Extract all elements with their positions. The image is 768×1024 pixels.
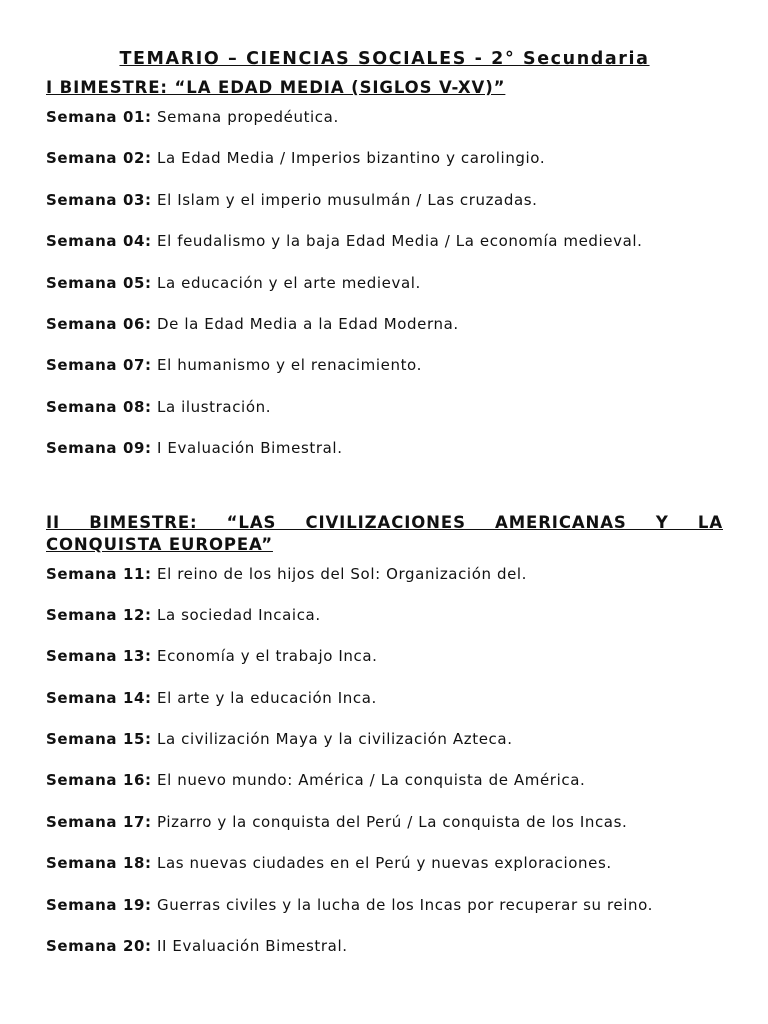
week-label: Semana 12: (46, 605, 152, 624)
week-row (46, 272, 723, 313)
week-label: Semana 06: (46, 314, 152, 333)
bimester-heading-2-continuation: CONQUISTA EUROPEA” (46, 534, 273, 554)
week-row (46, 811, 723, 852)
week-label: Semana 17: (46, 812, 152, 831)
week-topic: La educación y el arte medieval. (157, 273, 421, 292)
week-topic: La civilización Maya y la civilización Azteca. (157, 730, 513, 749)
week-row (46, 313, 723, 354)
week-topic: El feudalismo y la baja Edad Media / La economía medieval. (157, 232, 643, 251)
week-topic: La sociedad Incaica. (157, 605, 321, 624)
week-row (46, 604, 723, 645)
week-row (46, 354, 723, 395)
week-topic: El Islam y el imperio musulmán / Las cruzadas. (157, 190, 538, 209)
week-label: Semana 13: (46, 647, 152, 666)
week-topic: La ilustración. (157, 397, 272, 416)
week-label: Semana 05: (46, 273, 152, 292)
week-row (46, 645, 723, 686)
week-label: Semana 07: (46, 356, 152, 375)
week-label: Semana 01: (46, 108, 152, 126)
week-row (46, 894, 723, 935)
week-row (46, 230, 723, 271)
bimester-heading-1: I BIMESTRE: “LA EDAD MEDIA (SIGLOS V-XV)” (46, 78, 506, 97)
week-row (46, 106, 723, 147)
week-label: Semana 16: (46, 771, 152, 790)
week-row (46, 687, 723, 728)
week-row (46, 728, 723, 769)
week-row (46, 563, 723, 604)
week-label: Semana 03: (46, 190, 152, 209)
week-list-1 (46, 106, 723, 479)
week-topic: El humanismo y el renacimiento. (157, 356, 422, 375)
bimester-section-2 (46, 512, 723, 977)
week-row (46, 852, 723, 893)
week-label: Semana 20: (46, 937, 152, 956)
week-topic: El nuevo mundo: América / La conquista de América. (157, 771, 586, 790)
week-topic: Semana propedéutica. (157, 108, 339, 126)
week-row (46, 935, 723, 976)
week-list-2 (46, 563, 723, 977)
week-label: Semana 19: (46, 895, 152, 914)
week-topic: Pizarro y la conquista del Perú / La conquista de los Incas. (157, 812, 628, 831)
week-topic: I Evaluación Bimestral. (157, 439, 343, 458)
week-row (46, 769, 723, 810)
week-row (46, 189, 723, 230)
bimester-section-1 (46, 77, 723, 479)
week-label: Semana 02: (46, 149, 152, 168)
week-topic: Las nuevas ciudades en el Perú y nuevas exploraciones. (157, 854, 612, 873)
week-row (46, 437, 723, 478)
document-page (46, 49, 723, 976)
week-label: Semana 18: (46, 854, 152, 873)
week-topic: De la Edad Media a la Edad Moderna. (157, 314, 459, 333)
document-title: TEMARIO – CIENCIAS SOCIALES - 2° Secundaria (119, 49, 650, 69)
week-row (46, 396, 723, 437)
week-topic: La Edad Media / Imperios bizantino y carolingio. (157, 149, 546, 168)
week-topic: Economía y el trabajo Inca. (157, 647, 378, 666)
week-label: Semana 09: (46, 439, 152, 458)
week-label: Semana 11: (46, 564, 152, 583)
week-topic: El arte y la educación Inca. (157, 688, 377, 707)
week-row (46, 147, 723, 188)
week-label: Semana 14: (46, 688, 152, 707)
week-label: Semana 08: (46, 397, 152, 416)
week-topic: Guerras civiles y la lucha de los Incas por recuperar su reino. (157, 895, 654, 914)
week-label: Semana 04: (46, 232, 152, 251)
bimester-heading-2: II BIMESTRE: “LAS CIVILIZACIONES AMERICANAS Y LA (46, 512, 723, 532)
week-topic: II Evaluación Bimestral. (157, 937, 348, 956)
week-topic: El reino de los hijos del Sol: Organización del. (157, 564, 528, 583)
week-label: Semana 15: (46, 730, 152, 749)
